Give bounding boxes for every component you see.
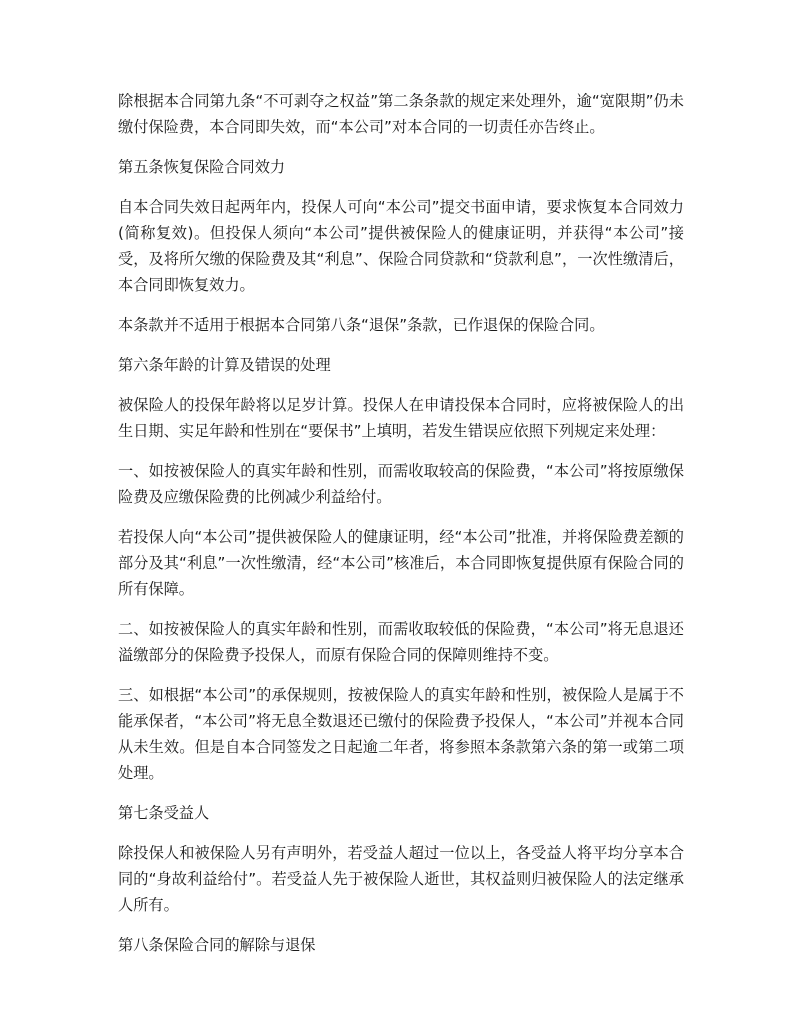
paragraph-reinstatement: 自本合同失效日起两年内，投保人可向“本公司”提交书面申请，要求恢复本合同效力(简称复效)。但投保人须向“本公司”提供被保险人的健康证明，并获得“本公司”接受，及将所欠缴的保险费及其“利息”、保险合同贷款和“贷款利息”，一次性缴清后，本合同即恢复效力。	[118, 198, 684, 294]
heading-article-6: 第六条年龄的计算及错误的处理	[118, 356, 331, 374]
paragraph-lapse: 除根据本合同第九条“不可剥夺之权益”第二条条款的规定来处理外，逾“宽限期”仍未缴付保险费，本合同即失效，而“本公司”对本合同的一切责任亦告终止。	[118, 92, 684, 136]
heading-article-5: 第五条恢复保险合同效力	[118, 158, 286, 176]
paragraph-not-applicable: 本条款并不适用于根据本合同第八条“退保”条款，已作退保的保险合同。	[118, 316, 605, 334]
paragraph-beneficiary: 除投保人和被保险人另有声明外，若受益人超过一位以上，各受益人将平均分享本合同的“身故利益给付”。若受益人先于被保险人逝世，其权益则归被保险人的法定继承人所有。	[118, 844, 684, 914]
paragraph-rule-3: 三、如根据“本公司”的承保规则，按被保险人的真实年龄和性别，被保险人是属于不能承保者，“本公司”将无息全数退还已缴付的保险费予投保人，“本公司”并视本合同从未生效。但是自本合同签发之日起逾二年者，将参照本条款第六条的第一或第二项处理。	[118, 686, 684, 782]
heading-article-7: 第七条受益人	[118, 804, 210, 822]
paragraph-rule-1: 一、如按被保险人的真实年龄和性别，而需收取较高的保险费，“本公司”将按原缴保险费及应缴保险费的比例减少利益给付。	[118, 462, 684, 506]
document-page	[118, 88, 684, 972]
paragraph-rule-1-supplement: 若投保人向“本公司”提供被保险人的健康证明，经“本公司”批准，并将保险费差额的部分及其“利息”一次性缴清，经“本公司”核准后，本合同即恢复提供原有保险合同的所有保障。	[118, 528, 684, 598]
paragraph-rule-2: 二、如按被保险人的真实年龄和性别，而需收取较低的保险费，“本公司”将无息退还溢缴部分的保险费予投保人，而原有保险合同的保障则维持不变。	[118, 620, 684, 664]
heading-article-8: 第八条保险合同的解除与退保	[118, 936, 316, 954]
paragraph-age-calc: 被保险人的投保年龄将以足岁计算。投保人在申请投保本合同时，应将被保险人的出生日期、实足年龄和性别在“要保书”上填明，若发生错误应依照下列规定来处理：	[118, 396, 684, 440]
